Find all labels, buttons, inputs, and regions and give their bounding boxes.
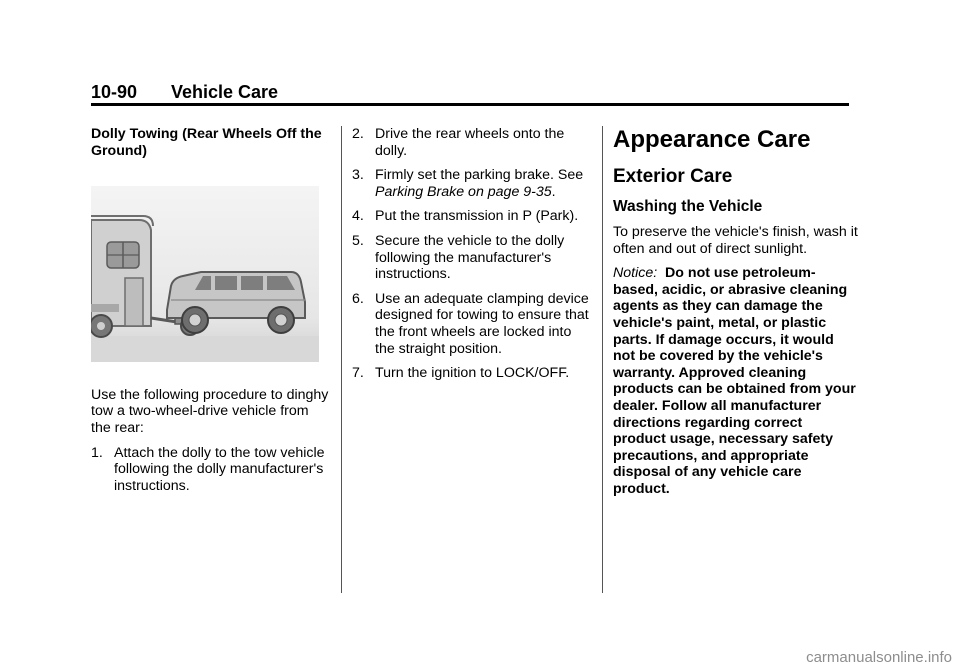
step-1 <box>91 445 331 495</box>
step-text: Drive the rear wheels onto the dolly. <box>375 126 565 159</box>
step-number: 5. <box>352 232 364 249</box>
column-3 <box>613 126 858 506</box>
exterior-care-heading: Exterior Care <box>613 166 733 187</box>
parking-brake-link[interactable]: Parking Brake on page 9-35 <box>375 183 552 200</box>
step-text: Turn the ignition to LOCK/OFF. <box>375 365 570 382</box>
steps-list-col2 <box>352 126 592 382</box>
step-4 <box>352 208 592 225</box>
step-number: 6. <box>352 290 364 307</box>
step-text: Secure the vehicle to the dolly following the manufacturer's instructions. <box>375 232 565 283</box>
step-text: Attach the dolly to the tow vehicle following the dolly manufacturer's instructions. <box>114 444 325 494</box>
step-text: Firmly set the parking brake. See <box>375 167 584 184</box>
column-1 <box>91 126 331 502</box>
washing-vehicle-heading: Washing the Vehicle <box>613 198 763 215</box>
notice-text: Do not use petroleum-based, acidic, or abrasive cleaning agents as they can damage the vehicle's paint, metal, or plastic parts. If damage occurs, it would not be covered by the vehicle's warranty. Approved cleaning products can be obtained from your dealer. Follow all manufacturer directions regarding correct product usage, necessary safety precautions, and appropriate disposal of any vehicle care product. <box>613 265 856 497</box>
column-divider-1 <box>341 126 342 593</box>
step-number: 1. <box>91 444 103 461</box>
step-7 <box>352 365 592 382</box>
notice-label: Notice: <box>613 265 658 282</box>
step-number: 2. <box>352 126 364 142</box>
step-text: Put the transmission in P (Park). <box>375 208 579 225</box>
step-5 <box>352 233 592 283</box>
step-text: Use an adequate clamping device designed for towing to ensure that the front wheels are locked into the straight position. <box>375 290 589 357</box>
watermark: carmanualsonline.info <box>806 649 952 666</box>
step-number: 4. <box>352 208 364 225</box>
header-rule <box>91 103 849 106</box>
column-2 <box>352 126 592 390</box>
procedure-intro: Use the following procedure to dinghy tow a two-wheel-drive vehicle from the rear: <box>91 386 329 436</box>
page-header <box>91 82 849 104</box>
column-divider-2 <box>602 126 603 593</box>
appearance-care-heading: Appearance Care <box>613 126 811 153</box>
washing-paragraph: To preserve the vehicle's finish, wash it often and out of direct sunlight. <box>613 224 858 257</box>
step-3 <box>352 167 592 200</box>
dolly-towing-illustration <box>91 186 319 362</box>
steps-list-col1 <box>91 445 331 495</box>
dolly-towing-subheading: Dolly Towing (Rear Wheels Off the Ground) <box>91 126 322 159</box>
step-2 <box>352 126 592 159</box>
step-6 <box>352 291 592 357</box>
section-title: Vehicle Care <box>171 82 279 102</box>
step-number: 3. <box>352 167 364 184</box>
step-text-end: . <box>551 183 556 200</box>
notice-block <box>613 265 858 497</box>
page-number: 10-90 <box>91 82 138 102</box>
step-number: 7. <box>352 365 364 382</box>
